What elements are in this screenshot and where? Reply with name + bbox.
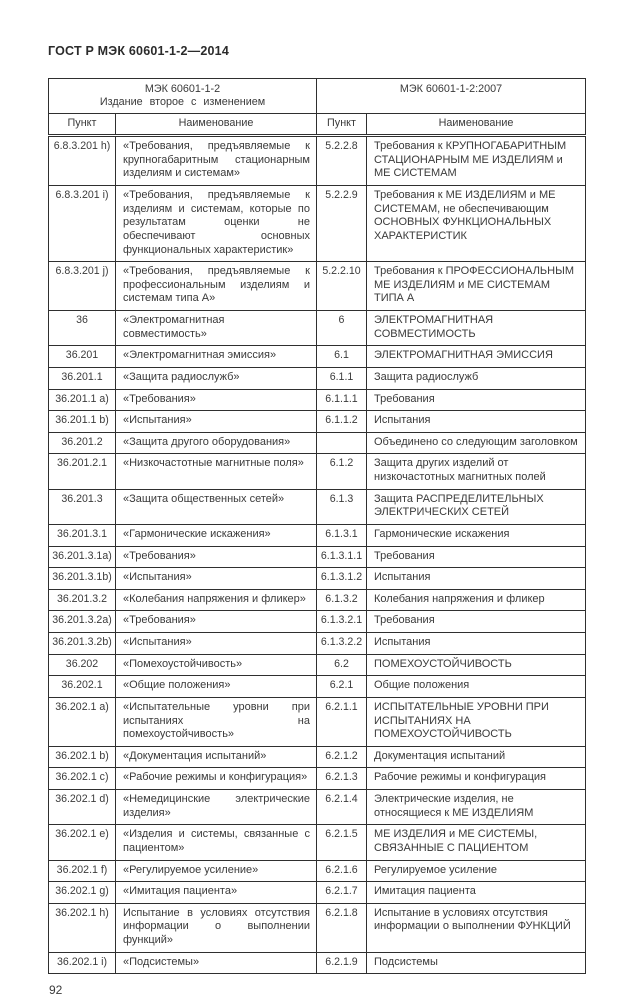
cell-name-new: Защита других изделий от низкочастотных магнитных полей	[367, 454, 586, 489]
cell-clause-old: 6.8.3.201 j)	[49, 262, 116, 311]
cell-name-new: Подсистемы	[367, 952, 586, 974]
cell-clause-new: 6.1.3.1	[317, 524, 367, 546]
standard-left-subtitle: Издание второе с изменением	[99, 96, 266, 109]
cell-name-new: Защита РАСПРЕДЕЛИТЕЛЬНЫХ ЭЛЕКТРИЧЕСКИХ СЕТЕЙ	[367, 489, 586, 524]
cell-clause-old: 36.202	[49, 654, 116, 676]
table-row	[49, 367, 586, 389]
cell-clause-old: 36.201.3.2	[49, 589, 116, 611]
cell-name-new: Испытания	[367, 568, 586, 590]
standard-right-title: МЭК 60601-1-2:2007	[399, 83, 503, 95]
cell-name-new: ПОМЕХОУСТОЙЧИВОСТЬ	[367, 654, 586, 676]
cell-name-old: «Регулируемое усиление»	[116, 860, 317, 882]
cell-clause-old: 36.201.3.2a)	[49, 611, 116, 633]
cell-clause-new: 6.2.1.7	[317, 882, 367, 904]
cell-name-new: Требования	[367, 611, 586, 633]
table-row	[49, 882, 586, 904]
cell-clause-old: 36.201.3	[49, 489, 116, 524]
cell-name-old: «Требования, предъявляемые к крупногабаритным стационарным изделиям и системам»	[116, 136, 317, 186]
cell-name-old: Испытание в условиях отсутствия информации о выполнении функций»	[116, 903, 317, 952]
cell-clause-new: 5.2.2.9	[317, 186, 367, 262]
cell-name-old: «Низкочастотные магнитные поля»	[116, 454, 317, 489]
standard-left-title: МЭК 60601-1-2	[144, 83, 221, 95]
cell-clause-old: 36.202.1 a)	[49, 697, 116, 746]
table-row	[49, 568, 586, 590]
cell-name-new: Требования к ПРОФЕССИОНАЛЬНЫМ МЕ ИЗДЕЛИЯМ и МЕ СИСТЕМАМ ТИПА А	[367, 262, 586, 311]
standard-left-header	[49, 79, 317, 114]
cell-clause-old: 36.202.1 f)	[49, 860, 116, 882]
cell-clause-new: 5.2.2.10	[317, 262, 367, 311]
table-row	[49, 311, 586, 346]
cell-clause-new: 6.1.3	[317, 489, 367, 524]
cell-name-old: «Помехоустойчивость»	[116, 654, 317, 676]
standard-header-row	[49, 79, 586, 114]
cell-clause-old: 36.201.1 a)	[49, 389, 116, 411]
cell-clause-old: 36.202.1 h)	[49, 903, 116, 952]
cell-name-new: Требования к МЕ ИЗДЕЛИЯМ и МЕ СИСТЕМАМ, не обеспечивающим ОСНОВНЫХ ФУНКЦИОНАЛЬНЫХ ХАРАКТЕРИСТИК	[367, 186, 586, 262]
cell-clause-old: 36.201.1 b)	[49, 411, 116, 433]
cell-name-new: Документация испытаний	[367, 746, 586, 768]
column-header-name-old: Наименование	[116, 113, 317, 135]
cell-clause-new: 6	[317, 311, 367, 346]
table-row	[49, 546, 586, 568]
cell-name-new: ЭЛЕКТРОМАГНИТНАЯ ЭМИССИЯ	[367, 346, 586, 368]
cell-clause-old: 36.202.1	[49, 676, 116, 698]
cell-clause-new: 6.1.3.1.1	[317, 546, 367, 568]
cell-name-new: Гармонические искажения	[367, 524, 586, 546]
cell-clause-old: 36.202.1 g)	[49, 882, 116, 904]
table-row	[49, 697, 586, 746]
cell-name-new: Объединено со следующим заголовком	[367, 432, 586, 454]
column-header-name-new: Наименование	[367, 113, 586, 135]
table-row	[49, 952, 586, 974]
cell-name-old: «Рабочие режимы и конфигурация»	[116, 768, 317, 790]
cell-name-old: «Требования, предъявляемые к изделиям и системам, которые по результатам оценки не обеспечивают основных функциональных характеристик»	[116, 186, 317, 262]
cell-name-old: «Колебания напряжения и фликер»	[116, 589, 317, 611]
cell-name-new: Регулируемое усиление	[367, 860, 586, 882]
table-row	[49, 746, 586, 768]
cell-name-old: «Испытания»	[116, 411, 317, 433]
cell-name-new: Имитация пациента	[367, 882, 586, 904]
cell-clause-old: 36.202.1 e)	[49, 825, 116, 860]
table-body	[49, 136, 586, 974]
table-row	[49, 186, 586, 262]
cell-clause-old: 6.8.3.201 i)	[49, 186, 116, 262]
column-header-clause-old: Пункт	[49, 113, 116, 135]
table-row	[49, 524, 586, 546]
cell-name-old: «Изделия и системы, связанные с пациентом»	[116, 825, 317, 860]
cell-clause-old: 36.202.1 d)	[49, 790, 116, 825]
cell-clause-new: 6.1.3.2.1	[317, 611, 367, 633]
cell-name-new: ЭЛЕКТРОМАГНИТНАЯ СОВМЕСТИМОСТЬ	[367, 311, 586, 346]
cell-clause-old: 36.202.1 i)	[49, 952, 116, 974]
cell-name-new: Требования к КРУПНОГАБАРИТНЫМ СТАЦИОНАРНЫМ МЕ ИЗДЕЛИЯМ и МЕ СИСТЕМАМ	[367, 136, 586, 186]
cell-name-new: Испытания	[367, 411, 586, 433]
table-row	[49, 676, 586, 698]
cell-clause-old: 36.201.3.1b)	[49, 568, 116, 590]
table-row	[49, 262, 586, 311]
comparison-table	[48, 78, 586, 974]
table-row	[49, 611, 586, 633]
cell-name-old: «Общие положения»	[116, 676, 317, 698]
cell-name-new: Рабочие режимы и конфигурация	[367, 768, 586, 790]
cell-name-old: «Испытательные уровни при испытаниях на помехоустойчивость»	[116, 697, 317, 746]
column-header-row	[49, 113, 586, 135]
cell-clause-old: 36.201.3.1a)	[49, 546, 116, 568]
cell-name-old: «Требования»	[116, 546, 317, 568]
table-row	[49, 432, 586, 454]
document-title: ГОСТ Р МЭК 60601-1-2—2014	[48, 44, 229, 58]
table-head	[49, 79, 586, 136]
cell-name-old: «Немедицинские электрические изделия»	[116, 790, 317, 825]
cell-clause-new: 6.1.1.2	[317, 411, 367, 433]
cell-clause-new: 6.2	[317, 654, 367, 676]
cell-clause-new: 6.1.1	[317, 367, 367, 389]
table-row	[49, 489, 586, 524]
cell-name-old: «Электромагнитная совместимость»	[116, 311, 317, 346]
cell-clause-old: 36.202.1 b)	[49, 746, 116, 768]
table-row	[49, 454, 586, 489]
cell-clause-new: 6.2.1.6	[317, 860, 367, 882]
cell-name-new: Испытания	[367, 633, 586, 655]
cell-clause-new: 6.2.1.4	[317, 790, 367, 825]
table-row	[49, 825, 586, 860]
cell-clause-new: 6.2.1.3	[317, 768, 367, 790]
cell-name-old: «Защита другого оборудования»	[116, 432, 317, 454]
cell-name-old: «Защита радиослужб»	[116, 367, 317, 389]
cell-clause-new: 5.2.2.8	[317, 136, 367, 186]
cell-clause-new: 6.2.1.9	[317, 952, 367, 974]
cell-clause-new: 6.2.1.8	[317, 903, 367, 952]
table-row	[49, 903, 586, 952]
cell-name-new: Колебания напряжения и фликер	[367, 589, 586, 611]
cell-clause-old: 6.8.3.201 h)	[49, 136, 116, 186]
cell-name-old: «Подсистемы»	[116, 952, 317, 974]
cell-name-old: «Гармонические искажения»	[116, 524, 317, 546]
table-row	[49, 346, 586, 368]
cell-name-old: «Требования»	[116, 389, 317, 411]
cell-name-old: «Защита общественных сетей»	[116, 489, 317, 524]
cell-name-new: Требования	[367, 389, 586, 411]
cell-name-old: «Испытания»	[116, 633, 317, 655]
cell-clause-old: 36.202.1 c)	[49, 768, 116, 790]
cell-clause-new: 6.2.1.2	[317, 746, 367, 768]
table-row	[49, 389, 586, 411]
cell-name-old: «Требования, предъявляемые к профессиональным изделиям и системам типа А»	[116, 262, 317, 311]
cell-name-new: Испытание в условиях отсутствия информации о выполнении ФУНКЦИЙ	[367, 903, 586, 952]
cell-clause-old: 36.201.3.2b)	[49, 633, 116, 655]
page-number: 92	[49, 983, 63, 997]
cell-clause-new: 6.1.1.1	[317, 389, 367, 411]
cell-name-old: «Документация испытаний»	[116, 746, 317, 768]
cell-clause-new: 6.1.2	[317, 454, 367, 489]
cell-clause-new: 6.1.3.2.2	[317, 633, 367, 655]
cell-name-new: МЕ ИЗДЕЛИЯ и МЕ СИСТЕМЫ, СВЯЗАННЫЕ С ПАЦИЕНТОМ	[367, 825, 586, 860]
cell-name-new: Электрические изделия, не относящиеся к МЕ ИЗДЕЛИЯМ	[367, 790, 586, 825]
table-row	[49, 589, 586, 611]
cell-clause-new: 6.2.1.1	[317, 697, 367, 746]
cell-clause-new	[317, 432, 367, 454]
table-row	[49, 860, 586, 882]
cell-clause-old: 36.201.3.1	[49, 524, 116, 546]
cell-clause-old: 36.201	[49, 346, 116, 368]
table-row	[49, 654, 586, 676]
cell-clause-new: 6.1.3.2	[317, 589, 367, 611]
cell-clause-old: 36.201.2.1	[49, 454, 116, 489]
table-row	[49, 633, 586, 655]
cell-name-old: «Имитация пациента»	[116, 882, 317, 904]
cell-name-old: «Требования»	[116, 611, 317, 633]
table-row	[49, 136, 586, 186]
cell-clause-old: 36.201.1	[49, 367, 116, 389]
cell-name-old: «Испытания»	[116, 568, 317, 590]
cell-name-old: «Электромагнитная эмиссия»	[116, 346, 317, 368]
standard-right-header	[317, 79, 586, 114]
cell-name-new: Общие положения	[367, 676, 586, 698]
cell-clause-new: 6.2.1	[317, 676, 367, 698]
cell-clause-old: 36	[49, 311, 116, 346]
cell-clause-old: 36.201.2	[49, 432, 116, 454]
cell-clause-new: 6.2.1.5	[317, 825, 367, 860]
cell-name-new: ИСПЫТАТЕЛЬНЫЕ УРОВНИ ПРИ ИСПЫТАНИЯХ НА ПОМЕХОУСТОЙЧИВОСТЬ	[367, 697, 586, 746]
column-header-clause-new: Пункт	[317, 113, 367, 135]
table-row	[49, 768, 586, 790]
cell-name-new: Требования	[367, 546, 586, 568]
cell-clause-new: 6.1.3.1.2	[317, 568, 367, 590]
table-row	[49, 790, 586, 825]
table-row	[49, 411, 586, 433]
cell-clause-new: 6.1	[317, 346, 367, 368]
cell-name-new: Защита радиослужб	[367, 367, 586, 389]
